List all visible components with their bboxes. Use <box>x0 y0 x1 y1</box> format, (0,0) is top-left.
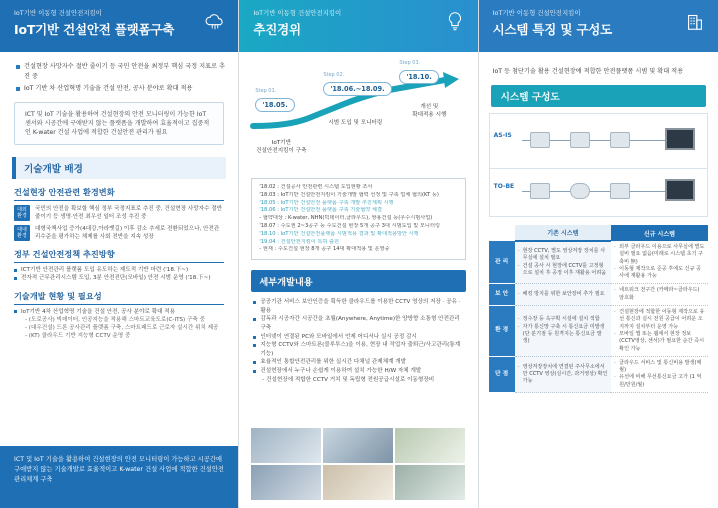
cell-line: · 클라우드 서비스 및 통신비용 발생(매월) <box>614 360 705 375</box>
panel-history <box>239 0 478 508</box>
site-photo <box>395 465 465 500</box>
list-item: 지능형 CCTV와 스마트폰(블루투스)을 이용, 현장 내 작업자 출퇴근/사고관리(통계기능) <box>253 341 463 358</box>
cell-line: · 이동형 제작으로 준공 후에도 신규 공사에 재활용 가능 <box>614 266 705 281</box>
step-text-line: 시범 도입 및 모니터링 <box>328 120 383 126</box>
background-row-external <box>14 205 224 221</box>
cloud-device <box>570 183 590 199</box>
col-header-legacy: 기존 시스템 <box>515 225 612 241</box>
table-cell <box>515 284 612 306</box>
table-cell <box>515 356 612 392</box>
step-text-line: 개선 및 확대적용 시행 <box>412 104 447 118</box>
panel-platform <box>0 0 239 508</box>
network-device <box>570 132 590 148</box>
step-date: '18.06.~18.09. <box>323 82 391 96</box>
mobile-cctv-device <box>530 183 550 199</box>
list-item: 건설현장에서 누구나 손쉽게 이용하여 설치 가능한 H/W 자체 개발 <box>253 367 463 376</box>
site-photos <box>251 428 466 500</box>
cell-line: · 건설 공사 시 현장에 CCTV를 고정형으로 설치 후 공정 이후 재활용 어려움 <box>518 263 609 278</box>
status-list <box>14 308 224 341</box>
list-item: 공공기관 서비스 보안인증을 획득한 클라우드를 이용한 CCTV 영상의 저장 · 공유 · 활용 <box>253 298 463 315</box>
diagram-label-asis: AS-IS <box>493 132 512 139</box>
history-list <box>251 178 465 260</box>
table-cell <box>611 306 708 357</box>
smartphone-device <box>610 183 630 199</box>
subsection-gov-policy: 정부 건설안전정책 추진방향 <box>14 249 224 263</box>
step-label: Step 03. <box>399 60 421 66</box>
site-photo <box>323 428 393 463</box>
panel3-header <box>479 0 718 52</box>
history-item: '18.02 : 건설공사 안전관련 시스템 도입현황 조사 <box>259 184 373 190</box>
step-date: '18.05. <box>255 98 294 112</box>
step-label: Step 02. <box>323 72 345 78</box>
panel3-lead: IoT 등 첨단기술 활용 건설현장에 적합한 안전플랫폼 시범 및 확대 적용 <box>492 68 684 75</box>
table-row <box>489 356 708 392</box>
site-photo <box>395 428 465 463</box>
panel3-title: 시스템 특징 및 구성도 <box>492 22 612 37</box>
section-detail-dev: 세부개발내용 <box>251 270 465 292</box>
system-diagram <box>489 113 708 217</box>
monitor-device <box>665 179 695 201</box>
history-item: '18.06 : IoT기반 건설안전 플랫폼 구축 기술협약 체결 <box>259 207 382 214</box>
site-photo <box>323 465 393 500</box>
history-item: '18.05 : IoT기반 건설안전 플랫폼 구축 개발 추진계획 시행 <box>259 199 394 206</box>
panel2-title: 추진경위 <box>253 22 301 37</box>
history-item: '18.03 : IoT기반 건설안전지킴이 기술개발 협력 선정 및 구축 업체 협의(KT 등) <box>259 191 439 198</box>
panel2-header <box>239 0 477 52</box>
panel-system <box>479 0 718 508</box>
background-tag: 대내 환경 <box>14 225 30 241</box>
row-header: 보 안 <box>489 284 515 306</box>
list-item: - (KT) 클라우드 기반 지능형 CCTV 운영 중 <box>25 333 131 340</box>
timeline-steps <box>249 60 467 172</box>
table-row <box>489 306 708 357</box>
cloud-icon <box>204 10 226 32</box>
table-cell <box>611 356 708 392</box>
list-item: 전자적 근무관리시스템 도입, 3분 안전진단(모바일) 안전 시범 운영 ('18.下~) <box>14 274 224 282</box>
background-text: 국민의 안전을 확보할 핵심 정부 국정지표로 추진 중, 건설현장 사망자수 절반 줄이기 등 생명·안전 최우선 일터 조성 추진 중 <box>35 206 223 221</box>
cell-line: · 모바일 앱 또는 웹에서 현장 정보(CCTV영상, 센서)가 필요한 순간 즉시 확인 가능 <box>614 331 705 353</box>
history-item: '19.04 : 건설안전지킴이 특허 출원 <box>259 238 340 245</box>
video-recorder-device <box>610 132 630 148</box>
step-text <box>251 140 311 155</box>
table-corner <box>489 225 515 241</box>
col-header-new: 신규 시스템 <box>611 225 708 241</box>
history-item: - 현재 : 수도건설 현장 8개 공구 14대 확대적용 및 운영중 <box>259 246 390 253</box>
background-row-internal <box>14 225 224 241</box>
cell-line: · 건설현장에 적합한 이동형 제작으로 유선 통신과 실시 전원 공급이 어려운 오지까지 설치부터 운영 가능 <box>614 309 705 331</box>
table-header-row <box>489 225 708 241</box>
list-item: IoT기반 4차 산업혁명 기술을 건설 안전, 공사 분야로 확대 적용 <box>14 308 224 316</box>
site-photo <box>251 428 321 463</box>
row-header: 환 경 <box>489 306 515 357</box>
list-item: - (도로공사) 빅데이터, 인공지능을 적용해 스마트교육도로(C-ITS) 구축 중 <box>25 316 206 323</box>
row-header: 단 점 <box>489 356 515 392</box>
detail-list <box>253 298 463 384</box>
list-item: - 건설현장에 적합한 CCTV 거치 및 독립형 전원공급시설로 이동형장비 <box>262 376 435 383</box>
cell-line: · 정수장 등 옥구획 시설에 설치 적합 <box>518 316 609 323</box>
panel1-title: IoT기반 건설안전 플랫폼구축 <box>14 22 175 37</box>
lead-item: 건설현장 사망자수 절반 줄이기 등 국민 안전을 최정부 핵심 국정 지표로 추진 중 <box>16 62 226 81</box>
list-item: ICT기반 안전관리 플랫폼 도입 유도하는 제도적 기반 마련 ('18.下~) <box>14 266 224 274</box>
table-cell <box>515 241 612 284</box>
history-item: '18.10 : IoT기반 건설안전플랫폼 시범적용 결과 및 확대적용방안 시행 <box>259 230 419 237</box>
table-row <box>489 284 708 306</box>
step-text <box>399 104 459 119</box>
panel1-lead-list <box>16 62 226 94</box>
panel2-subtitle: IoT기반 이동형 건설안전지킴이 <box>253 9 342 17</box>
panel1-header <box>0 0 238 52</box>
lead-item: IoT 기반 차 산업혁명 기술을 건설 안전, 공사 분야로 확대 적용 <box>16 84 226 94</box>
cell-line: · 해킹 방지를 위한 보안장비 추가 필요 <box>518 291 609 298</box>
monitor-device <box>665 128 695 150</box>
section-system-diagram: 시스템 구성도 <box>491 85 706 107</box>
step-text-line: IoT기반 건설안전지킴이 구축 <box>256 140 307 154</box>
panel1-footer-summary: ICT 및 IoT 기술을 활용하여 건설현장의 안전 모니터링이 가능하고 시공간에 구애받지 않는 기술개발로 효율적이고 K-water 건설 사업에 적합한 건설안전관리체계 구축 <box>0 446 238 508</box>
list-item: - (대우건설) 드론 공사관리 플랫폼 구축, 스마트패드로 근로자 실시간 위치 제공 <box>25 324 219 331</box>
step-text <box>315 120 395 128</box>
diagram-row-tobe <box>490 168 707 212</box>
diagram-row-asis <box>490 118 707 162</box>
gov-policy-list <box>14 266 224 282</box>
panel3-subtitle: IoT기반 이동형 건설안전지킴이 <box>492 9 581 17</box>
history-item: '18.07 : 수도권 2~3공구 등 수도건설 현장 5개 공구 3대 시범도입 및 모니터링 <box>259 222 440 229</box>
panel1-subtitle: IoT기반 이동형 건설안전지킴이 <box>14 9 102 17</box>
row-header: 관 리 <box>489 241 515 284</box>
diagram-label-tobe: TO-BE <box>493 183 515 190</box>
comparison-table <box>489 225 708 393</box>
cell-line: · 현장 CCTV, 별도 영상저장 장치를 사무실에 설치 필요 <box>518 248 609 263</box>
cell-line: · 외부 클라우드 이용으로 사무실에 별도 설비 필요 없음(미래로 시스템 초기 구축비 無) <box>614 244 705 266</box>
cell-line: · 영상저장장치에 연결된 주사무소에서만 CCTV 영상(실시간, 과거영상) 확인 가능 <box>518 364 609 386</box>
step-date: '18.10. <box>399 70 438 84</box>
subsection-environment: 건설현장 안전관련 환경변화 <box>14 187 224 201</box>
table-cell <box>515 306 612 357</box>
cell-line: · 유선에 비해 무선통신요금 고가 (1 억원/만원/월) <box>614 374 705 389</box>
table-cell <box>611 284 708 306</box>
panel1-quote: ICT 및 IoT 기술을 활용하여 건설현장의 안전 모니터링이 가능한 IoT 센서와 시공간에 구애받지 않는 플랫폼을 개발하여 효율적이고 집중적인 K-water 건설 사업에 적합한 건설안전 관리가 필요 <box>14 102 224 146</box>
lightbulb-icon <box>444 10 466 32</box>
table-row <box>489 241 708 284</box>
background-text: 대형국책사업 증가(4대강,아라뱃길) 이후 감소 추세로 전환되었으나, 안전관리수준을 평가하는 체제를 사회 전반을 지속 성장 <box>35 226 220 241</box>
subsection-status: 기술개발 현황 및 필요성 <box>14 291 224 305</box>
cell-line: · 네트워크 전구간 (카메라~클라우드) 암호화 <box>614 287 705 302</box>
step-label: Step 01. <box>255 88 277 94</box>
site-photo <box>251 465 321 500</box>
background-tag: 대외 환경 <box>14 205 30 221</box>
list-item: 감독과 시공자간 시공간을 초월(Anywhere, Anytime)한 양방향 소통형 안전관리 구축 <box>253 315 463 332</box>
cctv-camera-device <box>530 132 550 148</box>
history-item: - 협약대상 : K-water, NHN(빅데이터,클라우드), 쌍용건설 등(우수시범사업) <box>259 215 433 222</box>
list-item: 효율적인 통합안전관리를 위한 실시간 다채널 관제체계 개발 <box>253 358 463 367</box>
section-tech-background: 기술개발 배경 <box>12 157 226 179</box>
building-icon <box>684 10 706 32</box>
table-cell <box>611 241 708 284</box>
list-item: 인터넷이 연결된 PC와 모바일에서 언제 어디서나 실시 공정 감시 <box>253 333 463 342</box>
cell-line: · 자가 통신망 구축 시 통신요금 미발생 (단 분기점 등 원격지는 통신요금 발생) <box>518 324 609 346</box>
